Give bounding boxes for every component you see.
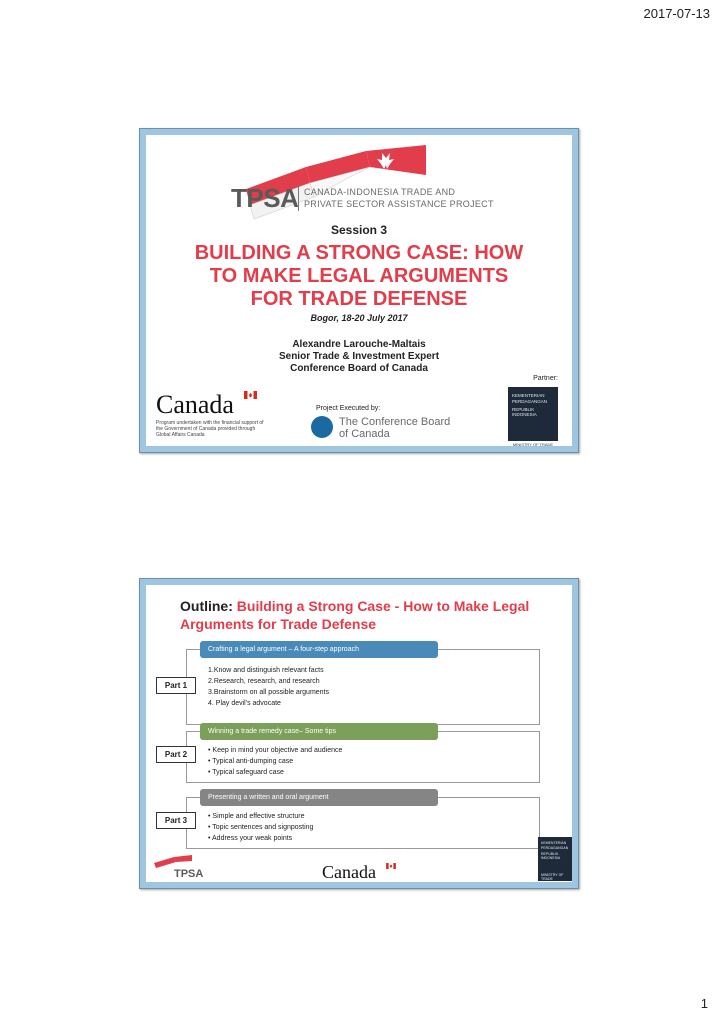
canada-flag-icon [244,391,257,399]
presenter-info: Alexandre Larouche-Maltais Senior Trade & Investment Expert Conference Board of Canada [278,339,440,374]
list-item: • Keep in mind your objective and audience [208,747,343,754]
ministry-caption: MINISTRY OF TRADE [512,442,554,446]
list-item: 2.Research, research, and research [208,678,320,685]
ministry-of-trade-logo: KEMENTERIAN PERDAGANGAN REPUBLIK INDONESIA [508,387,558,441]
session-label: Session 3 [330,223,388,237]
footer-tpsa-logo: TPSA [174,868,204,880]
part-2-label: Part 2 [156,746,196,763]
tpsa-logo-text: TPSA [231,183,299,213]
list-item: • Typical anti-dumping case [208,758,294,765]
list-item: 1.Know and distinguish relevant facts [208,667,324,674]
tpsa-flag-icon [154,855,194,869]
list-item: • Address your weak points [208,835,293,842]
outline-heading: Outline: Building a Strong Case - How to Make Legal Arguments for Trade Defense [180,598,530,632]
conference-board-name: The Conference Board of Canada [339,416,451,440]
canada-funding-caption: Program undertaken with the financial support of the Government of Canada provided through Global Affairs Canada [156,420,264,438]
part-3-section-bar: Presenting a written and oral argument [200,789,438,806]
list-item: • Topic sentences and signposting [208,824,314,831]
list-item: 4. Play devil's advocate [208,700,281,707]
list-item: • Typical safeguard case [208,769,284,776]
part-3-items [208,811,313,844]
part-2-items [208,745,342,778]
part-1-items [208,665,329,709]
tpsa-subtitle: CANADA-INDONESIA TRADE AND PRIVATE SECTOR ASSISTANCE PROJECT [304,187,494,209]
slide-title: BUILDING A STRONG CASE: HOW TO MAKE LEGAL ARGUMENTS FOR TRADE DEFENSE [194,242,524,310]
partner-label: Partner: [533,375,558,382]
page-number: 1 [700,996,708,1011]
title-slide [139,128,579,453]
conference-board-logo-icon [311,416,333,438]
logo-divider [298,185,299,211]
executed-by-label: Project Executed by: [316,405,381,412]
footer-canada-wordmark: Canada [322,862,376,882]
part-3-label: Part 3 [156,812,196,829]
outline-slide [139,578,579,889]
canada-wordmark: Canada [156,390,234,419]
page-date: 2017-07-13 [643,6,710,21]
part-1-label: Part 1 [156,677,196,694]
footer-ministry-logo: KEMENTERIAN PERDAGANGAN REPUBLIK INDONESIA MINISTRY OF TRADE [538,837,572,881]
list-item: 3.Brainstorm on all possible arguments [208,689,330,696]
event-location-date: Bogor, 18-20 July 2017 [310,313,408,323]
list-item: • Simple and effective structure [208,813,305,820]
part-1-section-bar: Crafting a legal argument – A four-step approach [200,641,438,658]
canada-flag-icon [386,863,396,869]
part-2-section-bar: Winning a trade remedy case– Some tips [200,723,438,740]
